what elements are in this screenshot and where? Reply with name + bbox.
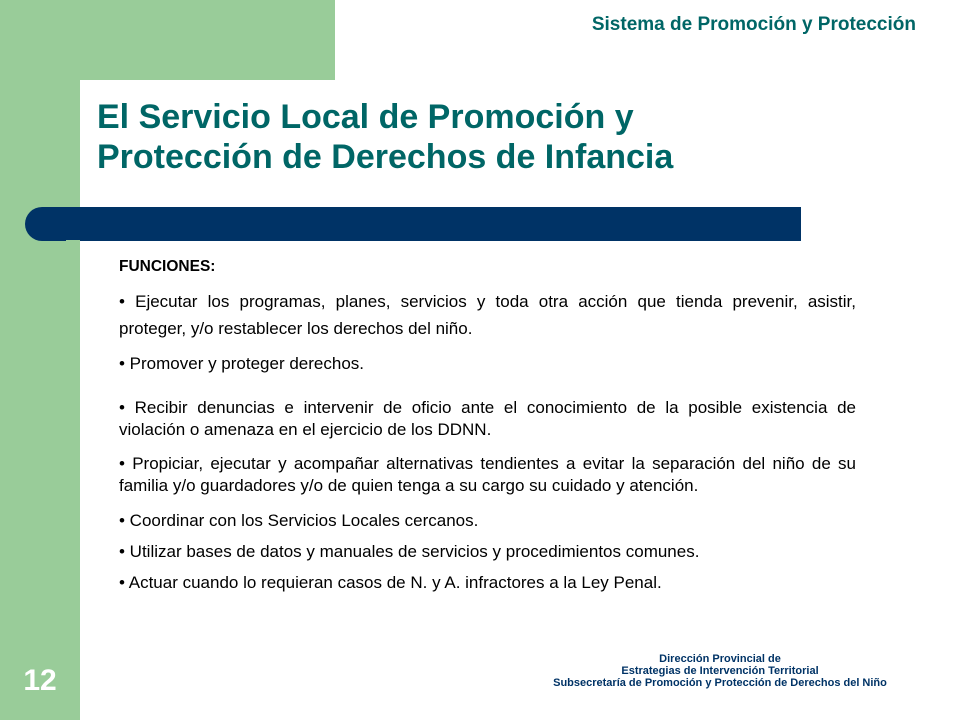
title-underline-band	[25, 207, 801, 241]
slide-title-line-2: Protección de Derechos de Infancia	[97, 138, 674, 176]
footer-line-2: Estrategias de Intervención Territorial	[621, 665, 819, 677]
function-bullet: • Utilizar bases de datos y manuales de servicios y procedimientos comunes.	[119, 542, 700, 561]
function-bullet: • Ejecutar los programas, planes, servicios y toda otra acción que tienda prevenir, asistir, proteger, y/o restablecer los derechos del niño.	[119, 292, 856, 338]
footer-line-3: Subsecretaría de Promoción y Protección de Derechos del Niño	[553, 677, 887, 689]
function-bullet: • Actuar cuando lo requieran casos de N. y A. infractores a la Ley Penal.	[119, 573, 662, 592]
footer-line-1: Dirección Provincial de	[659, 653, 781, 665]
function-bullet: • Promover y proteger derechos.	[119, 354, 365, 373]
function-bullet: • Propiciar, ejecutar y acompañar alternativas tendientes a evitar la separación del niño de su familia y/o guardadores y/o de quien tenga a su cargo su cuidado y atención.	[119, 454, 856, 495]
slide-title-line-1: El Servicio Local de Promoción y	[97, 98, 634, 136]
functions-section	[119, 256, 856, 594]
slide-title	[97, 97, 877, 177]
system-title: Sistema de Promoción y Protección	[591, 14, 916, 35]
function-bullet: • Coordinar con los Servicios Locales cercanos.	[119, 511, 479, 530]
footer-credits	[520, 653, 920, 689]
left-green-bar	[0, 0, 80, 720]
page-number: 12	[23, 664, 57, 697]
band-notch	[66, 240, 80, 244]
functions-heading: FUNCIONES:	[119, 258, 216, 275]
function-bullet: • Recibir denuncias e intervenir de oficio ante el conocimiento de la posible existencia de violación o amenaza en el ejercicio de los DDNN.	[119, 398, 856, 439]
top-green-block	[80, 0, 335, 80]
